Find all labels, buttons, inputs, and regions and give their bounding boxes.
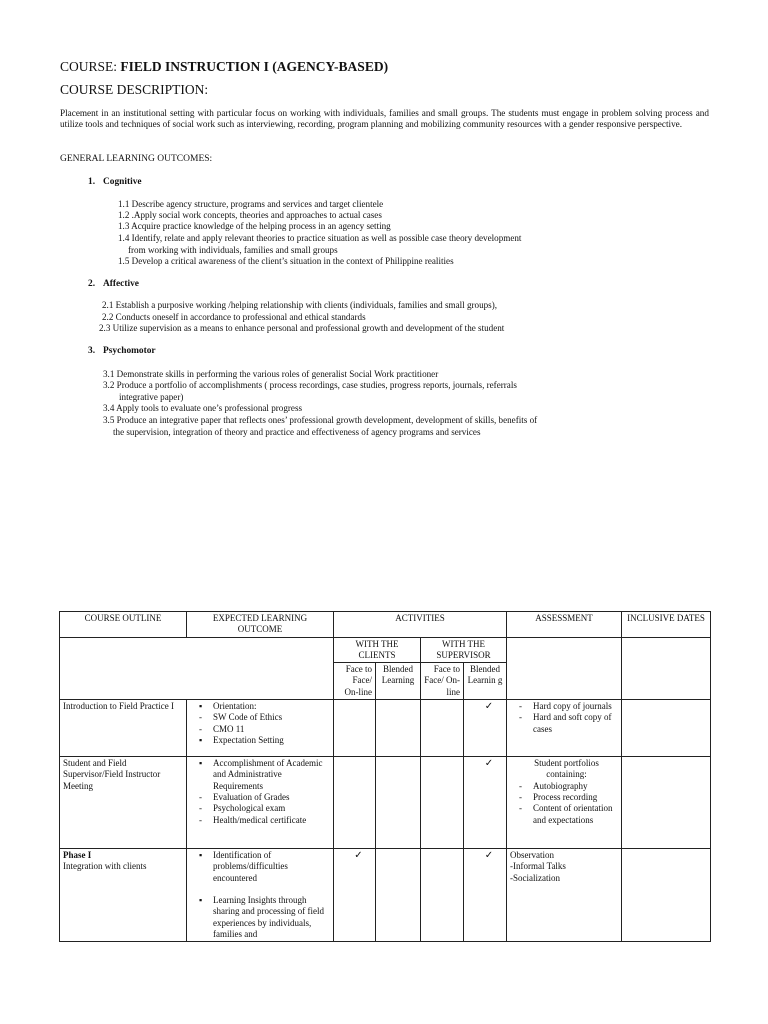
assessment-line: Observation (510, 850, 554, 861)
outcome-list (190, 758, 330, 792)
check-mark-icon: ✓ (484, 850, 494, 862)
header-assessment: ASSESSMENT (507, 612, 622, 638)
header-f2f-clients: Face to Face/ On-line (334, 663, 376, 700)
outcome-cell (187, 849, 334, 942)
outcome-item: 1.3 Acquire practice knowledge of the helping process in an agency setting (118, 221, 391, 231)
list-item: - Content of orientation and expectations (533, 803, 618, 826)
outcome-cell (187, 700, 334, 757)
dates-cell (622, 757, 711, 849)
course-description-text: Placement in an institutional setting with particular focus on working with individuals, families and small groups. The students must engage in problem solving process and utilize tools and techniques of social work such as interviewing, recording, program planning and mobilizing community resources with a gender responsive perspective. (60, 108, 709, 130)
list-item: - Health/medical certificate (213, 815, 330, 826)
outcome-item-continuation: the supervision, integration of theory and practice and effectiveness of agency programs and services (113, 427, 481, 437)
course-label: COURSE: (60, 59, 121, 74)
phase-title: Integration with clients (63, 861, 147, 872)
list-item: ▪ Expectation Setting (213, 735, 330, 746)
outcome-item: 2.1 Establish a purposive working /helping relationship with clients (individuals, families and small groups), (102, 300, 498, 310)
outcome-item: 3.4 Apply tools to evaluate one’s professional progress (103, 403, 303, 413)
list-item: ▪ Identification of problems/difficulties encountered (213, 850, 330, 884)
activity-cell (421, 700, 464, 757)
activity-cell (334, 849, 376, 942)
outcome-item: 1.5 Develop a critical awareness of the client’s situation in the context of Philippine realities (118, 256, 454, 266)
list-item: - SW Code of Ethics (213, 712, 330, 723)
outcome-list (190, 701, 330, 712)
activity-cell (334, 700, 376, 757)
list-item: - Process recording (533, 792, 618, 803)
outcome-list (190, 712, 330, 735)
outline-cell: Introduction to Field Practice I (60, 700, 187, 757)
activity-cell (376, 757, 421, 849)
outcome-item: 3.1 Demonstrate skills in performing the various roles of generalist Social Work practitioner (103, 369, 439, 379)
activity-cell (464, 700, 507, 757)
dates-cell (622, 700, 711, 757)
header-empty-cell (60, 637, 334, 699)
header-blended-supervisor: Blended Learnin g (464, 663, 507, 700)
header-course-outline: COURSE OUTLINE (60, 612, 187, 638)
outcome-item: 3.2 Produce a portfolio of accomplishments ( process recordings, case studies, progress reports, journals, referrals (103, 380, 517, 390)
outcome-item: 2.3 Utilize supervision as a means to enhance personal and professional growth and development of the student (99, 323, 505, 333)
assessment-cell (507, 757, 622, 849)
course-description-heading: COURSE DESCRIPTION: (60, 82, 209, 97)
outcome-item-continuation: integrative paper) (119, 392, 184, 402)
outline-cell: Student and Field Supervisor/Field Instructor Meeting (60, 757, 187, 849)
list-item: ▪ Learning Insights through sharing and processing of field experiences by individuals, families and (213, 895, 330, 940)
outcome-item: 1.1 Describe agency structure, programs and services and target clientele (118, 199, 384, 209)
assessment-cell (507, 849, 622, 942)
section-title: Cognitive (103, 177, 142, 187)
dates-cell (622, 849, 711, 942)
activity-cell (376, 700, 421, 757)
check-mark-icon: ✓ (484, 758, 494, 770)
outcome-list (190, 895, 330, 940)
list-item: - Hard and soft copy of cases (533, 712, 618, 735)
table-row (60, 700, 711, 757)
assessment-line: -Informal Talks (510, 861, 566, 872)
list-item: ▪ Orientation: (213, 701, 330, 712)
assessment-cell (507, 700, 622, 757)
section-affective (88, 279, 139, 289)
outcome-item-continuation: from working with individuals, families and small groups (128, 245, 338, 255)
list-item: ▪ Accomplishment of Academic and Administrative Requirements (213, 758, 330, 792)
outcome-item: 2.2 Conducts oneself in accordance to professional and ethical standards (102, 312, 366, 322)
outcome-item: 3.5 Produce an integrative paper that reflects ones’ professional growth development, development of skills, benefits of (103, 415, 538, 425)
header-f2f-supervisor: Face to Face/ On-line (421, 663, 464, 700)
section-title: Psychomotor (103, 346, 156, 356)
activity-cell (334, 757, 376, 849)
check-mark-icon: ✓ (354, 850, 363, 862)
header-with-clients: WITH THE CLIENTS (334, 637, 421, 663)
section-title: Affective (103, 279, 139, 289)
table-row (60, 757, 711, 849)
section-number: 3. (88, 346, 96, 356)
outcome-list (190, 792, 330, 826)
list-item: - CMO 11 (213, 724, 330, 735)
activity-cell (421, 757, 464, 849)
list-item: - Evaluation of Grades (213, 792, 330, 803)
outcome-item: 1.4 Identify, relate and apply relevant theories to practice situation as well as possible case theory development (118, 233, 522, 243)
section-cognitive (88, 177, 142, 187)
assessment-line: -Socialization (510, 872, 560, 883)
header-inclusive-dates: INCLUSIVE DATES (622, 612, 711, 638)
assessment-list (510, 701, 618, 735)
activity-cell (464, 757, 507, 849)
outcome-item: 1.2 .Apply social work concepts, theories and approaches to actual cases (118, 210, 382, 220)
phase-label: Phase I (63, 850, 92, 861)
header-activities: ACTIVITIES (334, 612, 507, 638)
assessment-list (510, 781, 618, 826)
list-item: - Hard copy of journals (533, 701, 618, 712)
spacer (190, 884, 330, 895)
course-name: FIELD INSTRUCTION I (AGENCY-BASED) (120, 59, 389, 74)
list-item: - Autobiography (533, 781, 618, 792)
course-title (60, 59, 388, 75)
activity-cell (421, 849, 464, 942)
outcome-list (190, 850, 330, 884)
outcome-cell (187, 757, 334, 849)
header-empty-cell (622, 637, 711, 699)
course-outline-table (59, 611, 711, 942)
activity-cell (376, 849, 421, 942)
header-expected-outcome: EXPECTED LEARNING OUTCOME (187, 612, 334, 638)
header-empty-cell (507, 637, 622, 699)
section-number: 1. (88, 177, 96, 187)
section-psychomotor (88, 346, 156, 356)
header-with-supervisor: WITH THE SUPERVISOR (421, 637, 507, 663)
check-mark-icon: ✓ (484, 701, 494, 713)
table-row (60, 849, 711, 942)
assessment-intro: Student portfolios containing: (534, 758, 599, 780)
header-blended-clients: Blended Learning (376, 663, 421, 700)
section-number: 2. (88, 279, 96, 289)
activity-cell (464, 849, 507, 942)
learning-outcomes-heading: GENERAL LEARNING OUTCOMES: (60, 154, 213, 164)
list-item: - Psychological exam (213, 803, 330, 814)
outcome-list (190, 735, 330, 746)
outline-cell (60, 849, 187, 942)
